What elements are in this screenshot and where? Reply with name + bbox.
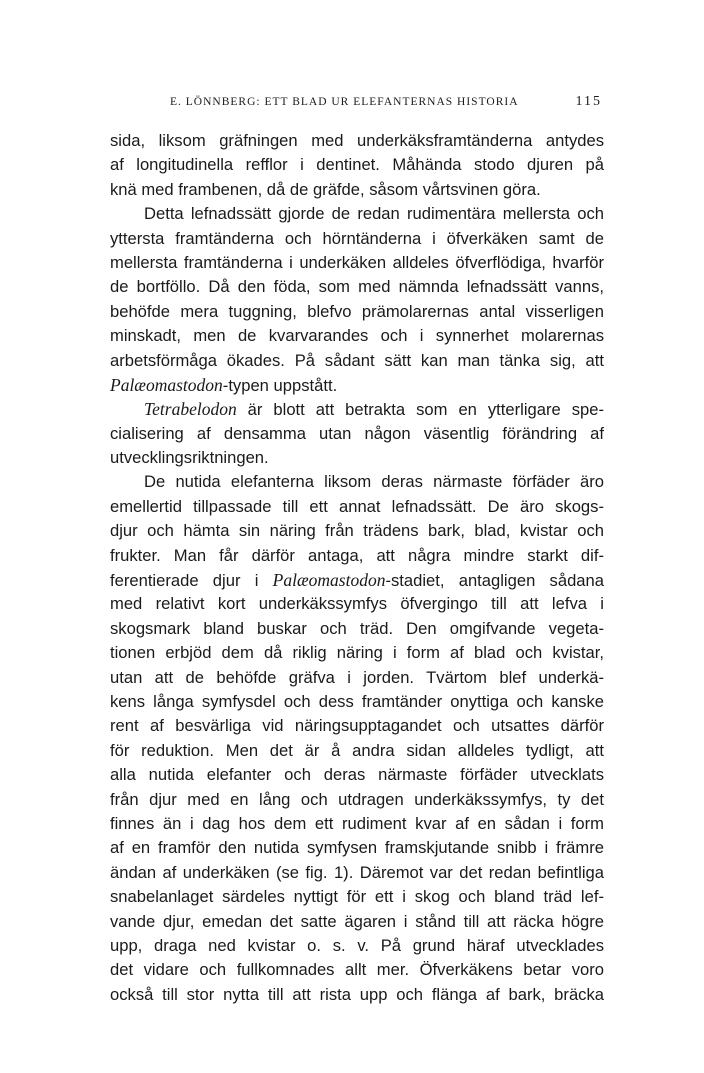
text-line — [110, 885, 604, 909]
text-line — [110, 568, 604, 592]
text-line — [110, 422, 604, 446]
text-segment: snabelanlaget särdeles nyttigt för ett i skog och bland träd lef- — [110, 887, 604, 907]
body-text — [110, 129, 604, 1007]
text-segment: är blott att betrakta som en ytterligare spe- — [236, 400, 604, 420]
text-segment: det vidare och fullkomnades allt mer. Öfverkäkens betar voro — [110, 960, 604, 980]
text-line — [110, 666, 604, 690]
text-line — [110, 324, 604, 348]
text-line — [110, 958, 604, 982]
text-line — [110, 178, 604, 202]
running-header — [170, 94, 602, 112]
text-segment: tionen erbjöd dem då riklig näring i form af blad och kvistar, — [110, 643, 604, 663]
italic-taxon: Tetrabelodon — [144, 399, 237, 420]
text-line — [110, 910, 604, 934]
text-segment: ferentierade djur i — [110, 571, 273, 591]
running-title: E. LÖNNBERG: ETT BLAD UR ELEFANTERNAS HISTORIA — [170, 96, 519, 108]
text-segment: cialisering af densamma utan någon väsentlig förändring af — [110, 423, 604, 443]
italic-taxon: Palæomastodon — [110, 374, 223, 395]
text-segment: -typen uppstått. — [222, 375, 338, 395]
text-segment: också till stor nytta till att rista upp och flänga af bark, bräcka — [110, 984, 604, 1004]
text-segment: Detta lefnadssätt gjorde de redan rudimentära mellersta och — [144, 204, 604, 224]
text-line — [110, 446, 604, 470]
text-segment: skogsmark bland buskar och träd. Den omgifvande vegeta- — [110, 618, 604, 638]
text-segment: finnes än i dag hos dem ett rudiment kvar af en sådan i form — [110, 813, 604, 833]
text-segment: af en framför den nutida symfysen framskjutande snibb i främre — [110, 838, 604, 858]
text-line — [110, 861, 604, 885]
text-line — [110, 934, 604, 958]
text-segment: ändan af underkäken (se fig. 1). Däremot var det redan befintliga — [110, 862, 604, 882]
text-segment: vande djur, emedan det satte ägaren i stånd till att räcka högre — [110, 911, 604, 931]
text-segment: knä med frambenen, då de gräfde, såsom vårtsvinen göra. — [110, 179, 541, 199]
text-segment: behöfde mera tuggning, blefvo prämolarernas antal visserligen — [110, 301, 604, 321]
text-segment: mellersta framtänderna i underkäken alldeles öfverflödiga, hvarför — [110, 252, 604, 272]
text-line — [110, 275, 604, 299]
text-line — [110, 641, 604, 665]
text-segment: med relativt kort underkäkssymfys öfvergingo till att lefva i — [110, 594, 604, 614]
text-line — [110, 714, 604, 738]
text-line — [110, 373, 604, 397]
text-line — [110, 836, 604, 860]
text-line — [110, 470, 604, 494]
text-line — [110, 739, 604, 763]
text-line — [110, 227, 604, 251]
text-segment: frukter. Man får därför antaga, att några mindre starkt dif- — [110, 545, 604, 565]
text-segment: arbetsförmåga ökades. På sådant sätt kan man tänka sig, att — [110, 350, 604, 370]
text-line — [110, 519, 604, 543]
text-segment: utvecklingsriktningen. — [110, 448, 269, 468]
text-line — [110, 617, 604, 641]
text-line — [110, 349, 604, 373]
text-line — [110, 202, 604, 226]
text-line — [110, 153, 604, 177]
text-segment: minskadt, men de kvarvarandes och i synnerhet molarernas — [110, 326, 604, 346]
text-line — [110, 592, 604, 616]
text-segment: utan att de behöfde gräfva i jorden. Tvärtom blef underkä- — [110, 667, 604, 687]
text-segment: upp, draga ned kvistar o. s. v. På grund häraf utvecklades — [110, 935, 604, 955]
text-line — [110, 812, 604, 836]
text-segment: -stadiet, antagligen sådana — [385, 571, 604, 591]
text-line — [110, 763, 604, 787]
text-line — [110, 690, 604, 714]
text-segment: djur och hämta sin näring från trädens bark, blad, kvistar och — [110, 521, 604, 541]
text-line — [110, 129, 604, 153]
text-segment: från djur med en lång och utdragen underkäkssymfys, ty det — [110, 789, 604, 809]
text-line — [110, 300, 604, 324]
text-segment: alla nutida elefanter och deras närmaste förfäder utvecklats — [110, 765, 604, 785]
page-number: 115 — [575, 94, 602, 109]
text-segment: sida, liksom gräfningen med underkäksframtänderna antydes — [110, 131, 604, 150]
italic-taxon: Palæomastodon — [272, 570, 386, 591]
text-segment: kens långa symfysdel och dess framtänder onyttiga och kanske — [110, 691, 604, 711]
text-line — [110, 983, 604, 1007]
text-line — [110, 397, 604, 421]
text-segment: de bortföllo. Då den föda, som med nämnda lefnadssätt vanns, — [110, 277, 604, 297]
text-segment: rent af besvärliga vid näringsupptagandet och utsattes därför — [110, 716, 604, 736]
text-line — [110, 251, 604, 275]
text-segment: för reduktion. Men det är å andra sidan alldeles tydligt, att — [110, 740, 604, 760]
text-segment: De nutida elefanterna liksom deras närmaste förfäder äro — [144, 472, 604, 492]
text-line — [110, 544, 604, 568]
text-segment: yttersta framtänderna och hörntänderna i öfverkäken samt de — [110, 228, 604, 248]
text-line — [110, 788, 604, 812]
text-line — [110, 495, 604, 519]
text-segment: emellertid tillpassade till ett annat lefnadssätt. De äro skogs- — [110, 496, 604, 516]
text-segment: af longitudinella refflor i dentinet. Måhända stodo djuren på — [110, 155, 604, 175]
